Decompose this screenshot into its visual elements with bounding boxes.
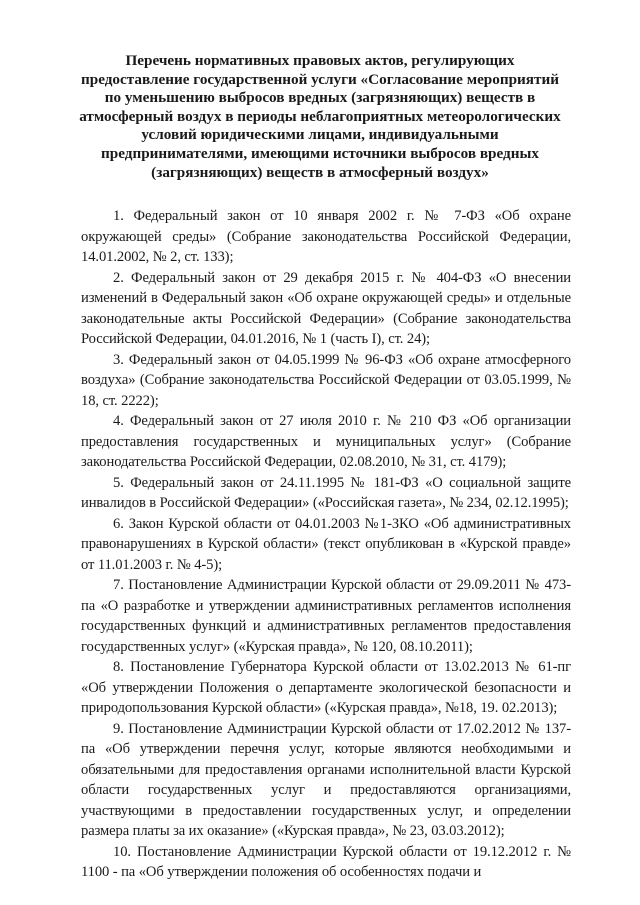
title-line: предпринимателями, имеющими источники выбросов вредных xyxy=(101,144,539,162)
title-line: Перечень нормативных правовых актов, регулирующих xyxy=(125,52,515,69)
list-item: 1. Федеральный закон от 10 января 2002 г. № 7-ФЗ «Об охране окружающей среды» (Собрание законодательства Российской Федерации, 14.01.2002, № 2, ст. 133); xyxy=(81,208,571,265)
list-item: 5. Федеральный закон от 24.11.1995 № 181-ФЗ «О социальной защите инвалидов в Российской Федерации» («Российская газета», № 234, 02.12.1995); xyxy=(81,474,571,511)
list-item: 3. Федеральный закон от 04.05.1999 № 96-ФЗ «Об охране атмосферного воздуха» (Собрание законодательства Российской Федерации от 03.05.1999, № 18, ст. 2222); xyxy=(81,351,571,409)
list-item: 8. Постановление Губернатора Курской области от 13.02.2013 № 61-пг «Об утверждении Положения о департаменте экологической безопасности и природопользования Курской области» («Курская правда», №18, 19. 02.2013); xyxy=(81,659,571,716)
list-item: 7. Постановление Администрации Курской области от 29.09.2011 № 473-па «О разработке и утверждении административных регламентов исполнения государственных функций и административных регламентов предоставления государственных услуг» («Курская правда», № 120, 08.10.2011); xyxy=(81,577,571,655)
list-item: 6. Закон Курской области от 04.01.2003 №1-ЗКО «Об административных правонарушениях в Курской области» (текст опубликован в «Курской правде» от 11.01.2003 г. № 4-5); xyxy=(81,515,571,573)
title-line: (загрязняющих) веществ в атмосферный воздух» xyxy=(151,163,489,181)
list-item: 9. Постановление Администрации Курской области от 17.02.2012 № 137-па «Об утверждении перечня услуг, которые являются необходимыми и обязательными для предоставления органами исполнительной власти Курской области государственных услуг и предоставляются организациями, участвующими в предоставлении государственных услуг, и определении размера платы за их оказание» («Курская правда», № 23, 03.03.2012); xyxy=(81,720,571,839)
document-title xyxy=(70,52,570,182)
list-item: 2. Федеральный закон от 29 декабря 2015 г. № 404-ФЗ «О внесении изменений в Федеральный закон «Об охране окружающей среды» и отдельные законодательные акты Российской Федерации» (Собрание законодательства Российской Федерации, 04.01.2016, № 1 (часть I), ст. 24); xyxy=(81,269,571,347)
list-item: 10. Постановление Администрации Курской области от 19.12.2012 г. № 1100 - па «Об утверждении положения об особенностях подачи и xyxy=(81,843,571,880)
title-line: условий юридическими лицами, индивидуальными xyxy=(141,126,499,144)
title-line: атмосферный воздух в периоды неблагоприятных метеорологических xyxy=(79,107,561,125)
list-item: 4. Федеральный закон от 27 июля 2010 г. № 210 ФЗ «Об организации предоставления государственных и муниципальных услуг» (Собрание законодательства Российской Федерации, 02.08.2010, № 31, ст. 4179); xyxy=(81,413,571,470)
legal-acts-list xyxy=(81,206,571,883)
title-line: предоставление государственной услуги «Согласование мероприятий xyxy=(81,70,559,88)
title-line: по уменьшению выбросов вредных (загрязняющих) веществ в xyxy=(104,89,536,107)
